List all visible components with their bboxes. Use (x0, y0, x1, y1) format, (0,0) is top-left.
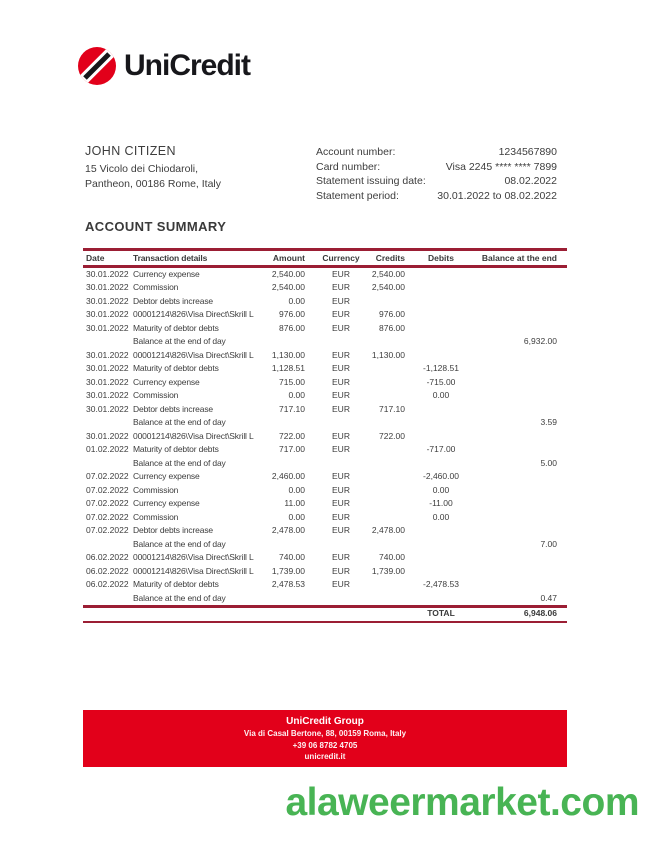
account-number-label: Account number: (316, 146, 396, 158)
customer-address-line2: Pantheon, 00186 Rome, Italy (85, 177, 222, 190)
cell-transaction-details: Currency expense (133, 268, 200, 279)
cell-currency: EUR (332, 552, 350, 562)
header-currency: Currency (322, 253, 360, 263)
cell-date: 07.02.2022 (86, 525, 129, 535)
account-number-row (316, 145, 557, 160)
cell-credits: 1,739.00 (371, 565, 405, 576)
cell-amount: 717.10 (279, 403, 305, 414)
table-bottom-rule (83, 621, 567, 624)
cell-debits: -715.00 (426, 376, 456, 387)
cell-debits: -11.00 (429, 498, 453, 508)
cell-amount: 2,540.00 (271, 282, 305, 292)
card-number-value: Visa 2245 **** **** 7899 (445, 160, 557, 173)
cell-credits: 1,130.00 (371, 349, 405, 360)
logo-wordmark: UniCredit (124, 49, 250, 82)
cell-amount: 740.00 (279, 552, 305, 562)
cell-transaction-details: 00001214\826\Visa Direct\Skrill L (133, 430, 254, 441)
cell-date: 30.01.2022 (86, 268, 129, 279)
footer-company: UniCredit Group (286, 715, 364, 727)
statement-period-value: 30.01.2022 to 08.02.2022 (437, 189, 557, 202)
cell-date: 30.01.2022 (86, 322, 129, 333)
cell-amount: 0.00 (288, 390, 305, 400)
cell-currency: EUR (332, 282, 350, 292)
cell-date: 30.01.2022 (86, 295, 129, 306)
cell-transaction-details: Currency expense (133, 376, 200, 387)
cell-amount: 0.00 (288, 511, 305, 522)
cell-currency: EUR (332, 525, 350, 535)
customer-block (85, 144, 221, 191)
header-amount: Amount (272, 253, 305, 263)
cell-transaction-details: Balance at the end of day (133, 538, 226, 549)
cell-amount: 0.00 (288, 484, 305, 495)
cell-date: 06.02.2022 (86, 579, 129, 589)
total-value: 6,948.06 (523, 608, 557, 618)
customer-name: JOHN CITIZEN (85, 144, 176, 158)
cell-currency: EUR (332, 376, 350, 387)
cell-transaction-details: Commission (133, 282, 179, 292)
cell-amount: 715.00 (279, 376, 305, 387)
cell-currency: EUR (332, 511, 350, 522)
unicredit-mark-icon (78, 47, 116, 85)
cell-amount: 2,540.00 (271, 268, 305, 279)
table-row (83, 484, 567, 498)
footer-banner (83, 710, 567, 767)
cell-currency: EUR (332, 309, 350, 319)
cell-transaction-details: Maturity of debtor debts (133, 363, 219, 373)
cell-date: 30.01.2022 (86, 376, 129, 387)
cell-date: 06.02.2022 (86, 552, 129, 562)
table-row (83, 578, 567, 592)
table-row (83, 443, 567, 457)
table-row (83, 322, 567, 336)
cell-amount: 11.00 (284, 498, 305, 508)
cell-date: 30.01.2022 (86, 282, 129, 292)
issuing-date-value: 08.02.2022 (504, 175, 557, 187)
cell-amount: 1,739.00 (271, 565, 305, 576)
cell-currency: EUR (332, 268, 350, 279)
cell-transaction-details: Debtor debts increase (133, 295, 214, 306)
cell-date: 07.02.2022 (86, 484, 129, 495)
table-row (83, 403, 567, 417)
cell-currency: EUR (332, 444, 350, 454)
customer-address-line1: 15 Vicolo dei Chiodaroli, (85, 163, 199, 175)
cell-currency: EUR (332, 498, 350, 508)
table-row (83, 551, 567, 565)
cell-transaction-details: 00001214\826\Visa Direct\Skrill L (133, 349, 254, 360)
cell-transaction-details: Maturity of debtor debts (133, 444, 219, 454)
account-number-value: 1234567890 (498, 146, 557, 158)
cell-transaction-details: Commission (133, 511, 179, 522)
cell-debits: 0.00 (432, 484, 450, 495)
cell-transaction-details: 00001214\826\Visa Direct\Skrill L (133, 552, 254, 562)
cell-transaction-details: Maturity of debtor debts (133, 579, 219, 589)
table-row (83, 281, 567, 295)
cell-credits: 717.10 (379, 403, 405, 414)
cell-credits: 2,540.00 (371, 282, 405, 292)
cell-credits: 2,540.00 (371, 268, 405, 279)
cell-date: 30.01.2022 (86, 403, 129, 414)
cell-amount: 0.00 (288, 295, 305, 306)
cell-transaction-details: Balance at the end of day (133, 417, 226, 427)
table-row (83, 524, 567, 538)
cell-date: 30.01.2022 (86, 363, 129, 373)
table-row (83, 457, 567, 471)
cell-currency: EUR (332, 579, 350, 589)
cell-transaction-details: Debtor debts increase (133, 403, 214, 414)
cell-transaction-details: Commission (133, 484, 179, 495)
statement-period-row (316, 189, 557, 204)
issuing-date-label: Statement issuing date: (316, 175, 426, 187)
cell-debits: -717.00 (426, 444, 456, 454)
cell-date: 06.02.2022 (86, 565, 129, 576)
table-body (83, 268, 567, 606)
table-row (83, 565, 567, 579)
cell-debits: -2,460.00 (423, 471, 459, 481)
table-header-row (83, 251, 567, 265)
table-row (83, 376, 567, 390)
cell-date: 07.02.2022 (86, 511, 129, 522)
cell-currency: EUR (332, 565, 350, 576)
header-transaction-details: Transaction details (133, 253, 208, 263)
cell-date: 01.02.2022 (86, 444, 129, 454)
table-row (83, 308, 567, 322)
footer-phone: +39 06 8782 4705 (292, 740, 358, 750)
account-summary-title: ACCOUNT SUMMARY (85, 219, 227, 234)
card-number-label: Card number: (316, 160, 381, 173)
cell-currency: EUR (332, 349, 350, 360)
table-row (83, 335, 567, 349)
cell-balance: 6,932.00 (523, 336, 557, 346)
cell-transaction-details: Balance at the end of day (133, 336, 226, 346)
cell-credits: 2,478.00 (371, 525, 405, 535)
cell-currency: EUR (332, 295, 350, 306)
table-row (83, 362, 567, 376)
cell-currency: EUR (332, 390, 350, 400)
header-balance: Balance at the end (481, 253, 557, 263)
cell-credits: 976.00 (379, 309, 405, 319)
header-debits: Debits (428, 253, 454, 263)
table-row (83, 430, 567, 444)
cell-amount: 1,130.00 (271, 349, 305, 360)
statement-period-label: Statement period: (316, 189, 399, 202)
footer-address: Via di Casal Bertone, 88, 00159 Roma, Italy (243, 729, 407, 739)
issuing-date-row (316, 174, 557, 189)
header-date: Date (86, 253, 105, 263)
cell-date: 30.01.2022 (86, 390, 129, 400)
cell-currency: EUR (332, 430, 350, 441)
table-row (83, 497, 567, 511)
cell-transaction-details: Balance at the end of day (133, 592, 226, 603)
cell-currency: EUR (332, 471, 350, 481)
table-row (83, 268, 567, 282)
cell-transaction-details: 00001214\826\Visa Direct\Skrill L (133, 565, 254, 576)
table-row (83, 592, 567, 606)
cell-balance: 3.59 (540, 417, 557, 427)
table-row (83, 389, 567, 403)
cell-currency: EUR (332, 322, 350, 333)
cell-date: 30.01.2022 (86, 309, 129, 319)
account-info-block (316, 145, 557, 203)
card-number-row (316, 160, 557, 175)
cell-date: 30.01.2022 (86, 349, 129, 360)
cell-date: 30.01.2022 (86, 430, 129, 441)
cell-credits: 876.00 (379, 322, 405, 333)
table-row (83, 349, 567, 363)
cell-amount: 722.00 (279, 430, 305, 441)
cell-debits: -1,128.51 (423, 363, 459, 373)
cell-amount: 2,478.00 (271, 525, 305, 535)
cell-amount: 2,460.00 (271, 471, 305, 481)
total-row (83, 607, 567, 620)
cell-amount: 2,478.53 (271, 579, 305, 589)
cell-transaction-details: Balance at the end of day (133, 457, 226, 468)
cell-balance: 7.00 (540, 538, 557, 549)
cell-amount: 717.00 (279, 444, 305, 454)
cell-transaction-details: Commission (133, 390, 179, 400)
cell-currency: EUR (332, 484, 350, 495)
cell-debits: 0.00 (432, 511, 450, 522)
cell-credits: 740.00 (379, 552, 405, 562)
cell-transaction-details: Currency expense (133, 498, 200, 508)
table-row (83, 538, 567, 552)
cell-date: 07.02.2022 (86, 471, 129, 481)
total-label: TOTAL (427, 608, 455, 618)
watermark-text: alaweermarket.com (285, 781, 639, 824)
table-row (83, 416, 567, 430)
cell-amount: 976.00 (279, 309, 305, 319)
cell-transaction-details: Maturity of debtor debts (133, 322, 219, 333)
cell-amount: 876.00 (279, 322, 305, 333)
cell-transaction-details: Debtor debts increase (133, 525, 214, 535)
cell-balance: 0.47 (540, 592, 557, 603)
footer-website: unicredit.it (304, 752, 346, 762)
cell-amount: 1,128.51 (271, 363, 305, 373)
unicredit-logo (78, 47, 250, 85)
cell-currency: EUR (332, 403, 350, 414)
table-row (83, 295, 567, 309)
cell-date: 07.02.2022 (86, 498, 129, 508)
cell-transaction-details: 00001214\826\Visa Direct\Skrill L (133, 309, 254, 319)
header-credits: Credits (375, 253, 405, 263)
cell-debits: 0.00 (432, 390, 450, 400)
table-row (83, 511, 567, 525)
cell-currency: EUR (332, 363, 350, 373)
cell-debits: -2,478.53 (423, 579, 459, 589)
cell-credits: 722.00 (379, 430, 405, 441)
table-row (83, 470, 567, 484)
cell-balance: 5.00 (540, 457, 557, 468)
cell-transaction-details: Currency expense (133, 471, 200, 481)
